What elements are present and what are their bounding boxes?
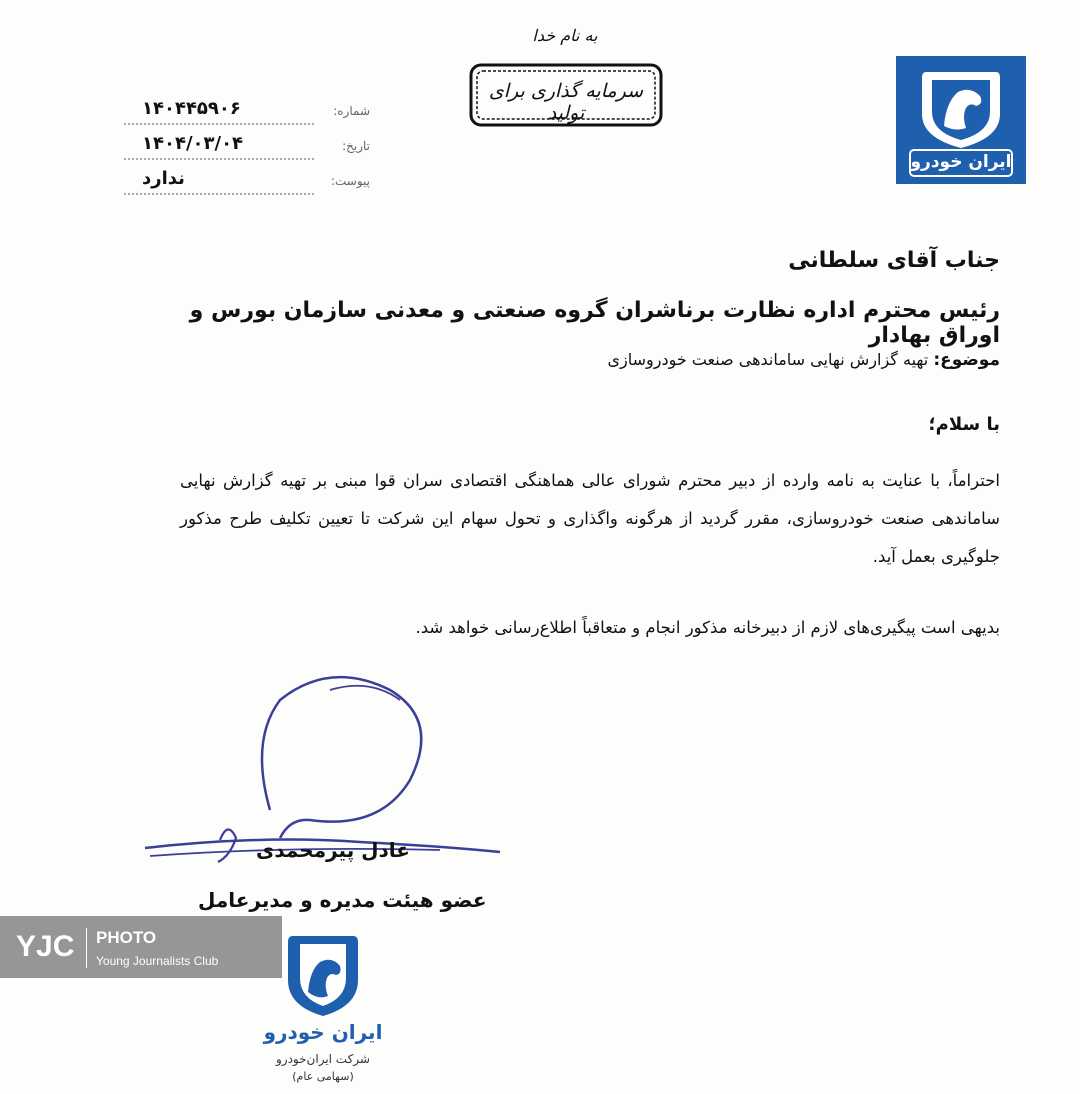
stamp-company: شرکت ایران‌خودرو — [276, 1052, 370, 1066]
addressee: جناب آقای سلطانی — [788, 248, 1000, 273]
subject-line — [140, 350, 1000, 370]
stamp-company-type: (سهامی عام) — [292, 1070, 354, 1083]
subject-label: موضوع: — [933, 350, 1000, 370]
logo-brand-text: ایران خودرو — [910, 152, 1012, 172]
number-value: ۱۴۰۴۴۵۹۰۶ — [142, 98, 241, 119]
meta-number-row — [120, 98, 370, 133]
body-paragraph-2: بدیهی است پیگیری‌های لازم از دبیرخانه مذکور انجام و متعاقباً اطلاع‌رسانی خواهد شد. — [415, 618, 1000, 637]
yjc-divider — [86, 928, 87, 968]
date-label: تاریخ: — [342, 139, 370, 153]
yjc-abbr: YJC — [16, 930, 75, 963]
meta-attachment-row — [120, 168, 370, 203]
number-label: شماره: — [333, 104, 370, 118]
attachment-label: پیوست: — [330, 174, 370, 188]
slogan-text: سرمایه گذاری برای تولید — [488, 80, 644, 124]
bismillah-heading: به نام خدا — [532, 26, 598, 45]
stamp-brand: ایران خودرو — [263, 1020, 383, 1044]
slogan-stamp — [468, 62, 664, 128]
yjc-club-label: Young Journalists Club — [96, 954, 219, 968]
meta-dotted-line — [124, 158, 314, 160]
meta-dotted-line — [124, 123, 314, 125]
yjc-photo-label: PHOTO — [96, 928, 157, 947]
body-paragraph-1: احتراماً، با عنایت به نامه وارده از دبیر محترم شورای عالی هماهنگی اقتصادی سران قوا مبنی بر تهیه گزارش نهایی ساماندهی صنعت خودروسازی، مقرر گردید از هرگونه واگذاری و تحول سهام این شرکت تا تعیین تکلیف طرح مذکور جلوگیری بعمل آید. — [180, 471, 1000, 566]
iran-khodro-logo — [896, 56, 1026, 184]
letter-meta — [120, 98, 370, 203]
yjc-watermark — [0, 916, 282, 978]
meta-dotted-line — [124, 193, 314, 195]
subject-text: تهیه گزارش نهایی ساماندهی صنعت خودروسازی — [607, 350, 929, 369]
date-value: ۱۴۰۴/۰۳/۰۴ — [142, 133, 244, 154]
addressee-position: رئیس محترم اداره نظارت برناشران گروه صنعتی و معدنی سازمان بورس و اوراق بهادار — [189, 298, 1000, 348]
signer-title: عضو هیئت مدیره و مدیرعامل — [198, 888, 487, 912]
attachment-value: ندارد — [142, 168, 185, 189]
greeting: با سلام؛ — [928, 414, 1000, 435]
meta-date-row — [120, 133, 370, 168]
signer-name: عادل پیرمحمدی — [256, 838, 410, 862]
